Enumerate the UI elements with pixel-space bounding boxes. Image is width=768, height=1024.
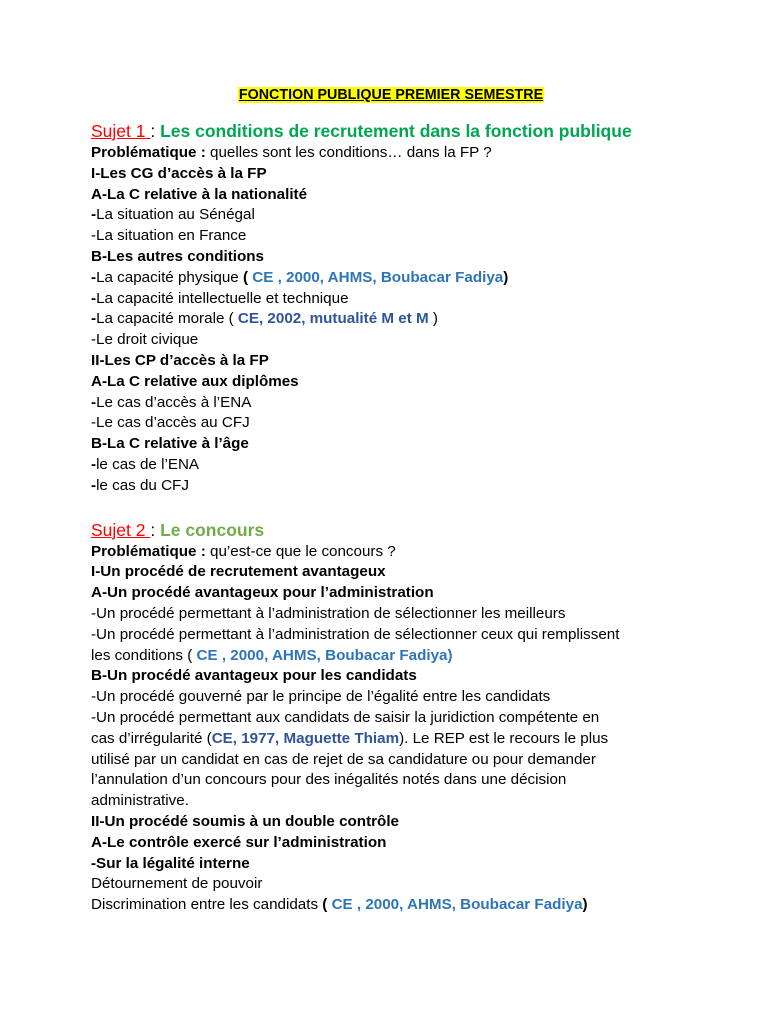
s1-part-1-heading: I-Les CG d’accès à la FP bbox=[91, 164, 267, 182]
s1-part-1a-heading: A-La C relative à la nationalité bbox=[91, 185, 308, 203]
s2-part-2-heading: II-Un procédé soumis à un double contrôle bbox=[91, 812, 399, 830]
s1-line-1: -La situation au Sénégal bbox=[91, 206, 255, 224]
citation: CE , 2000, AHMS, Boubacar Fadiya) bbox=[196, 646, 453, 664]
document-page bbox=[91, 86, 691, 916]
s2-line-4e: administrative. bbox=[91, 792, 189, 810]
document-title: FONCTION PUBLIQUE PREMIER SEMESTRE bbox=[238, 87, 544, 103]
s2-line-2b: les conditions ( CE , 2000, AHMS, Boubacar Fadiya) bbox=[91, 646, 453, 664]
subject-2-separator: : bbox=[150, 519, 161, 540]
s2-line-4a: -Un procédé permettant aux candidats de saisir la juridiction compétente en bbox=[91, 708, 600, 726]
s1-line-1-text: La situation au Sénégal bbox=[96, 206, 255, 224]
citation: CE , 2000, AHMS, Boubacar Fadiya bbox=[248, 268, 504, 286]
subject-1-title: Les conditions de recrutement dans la fonction publique bbox=[160, 121, 632, 141]
s2-line-6: Discrimination entre les candidats ( CE , 2000, AHMS, Boubacar Fadiya) bbox=[91, 896, 588, 914]
problematic-text: quelles sont les conditions… dans la FP ? bbox=[205, 144, 492, 161]
s2-line-4b: cas d’irrégularité (CE, 1977, Maguette Thiam). Le REP est le recours le plus bbox=[91, 729, 609, 747]
subject-1-heading bbox=[91, 119, 691, 143]
subject-2-problematic bbox=[91, 542, 691, 563]
s1-line-6: -Le droit civique bbox=[91, 331, 199, 349]
s1-line-3: -La capacité physique ( CE , 2000, AHMS, Boubacar Fadiya) bbox=[91, 268, 509, 286]
s1-line-2: -La situation en France bbox=[91, 227, 247, 245]
s1-part-1b-heading: B-Les autres conditions bbox=[91, 247, 264, 265]
s1-line-8: -Le cas d’accès au CFJ bbox=[91, 414, 250, 432]
s2-line-3: -Un procédé gouverné par le principe de l’égalité entre les candidats bbox=[91, 688, 551, 706]
problematic-text: qu’est-ce que le concours ? bbox=[205, 542, 396, 560]
section-spacer bbox=[91, 497, 691, 518]
s2-line-5: Détournement de pouvoir bbox=[91, 875, 263, 893]
citation: CE, 2002, mutualité M et M bbox=[237, 310, 429, 328]
s2-part-1-heading: I-Un procédé de recrutement avantageux bbox=[91, 563, 386, 581]
subject-1-problematic bbox=[91, 143, 691, 164]
s2-part-1b-heading: B-Un procédé avantageux pour les candidats bbox=[91, 667, 417, 685]
title-block bbox=[91, 86, 691, 104]
problematic-label: Problématique : bbox=[91, 542, 206, 560]
s1-part-2-heading: II-Les CP d’accès à la FP bbox=[91, 351, 269, 369]
subject-2-title: Le concours bbox=[160, 519, 265, 540]
s1-line-9-text: le cas de l’ENA bbox=[96, 455, 200, 473]
s1-line-4: -La capacité intellectuelle et technique bbox=[91, 289, 349, 307]
subject-1-separator: : bbox=[150, 121, 161, 141]
citation: CE , 2000, AHMS, Boubacar Fadiya bbox=[327, 896, 583, 914]
problematic-label: Problématique : bbox=[91, 144, 206, 161]
s2-line-4c: utilisé par un candidat en cas de rejet de sa candidature ou pour demander bbox=[91, 750, 596, 768]
s1-line-5-text: La capacité morale ( bbox=[96, 310, 238, 328]
s1-line-10-text: le cas du CFJ bbox=[96, 476, 189, 494]
s2-part-2a1-heading: -Sur la légalité interne bbox=[91, 854, 250, 872]
s2-part-1a-heading: A-Un procédé avantageux pour l’administration bbox=[91, 584, 434, 602]
s1-line-7: -Le cas d’accès à l’ENA bbox=[91, 393, 252, 411]
s1-line-4-text: La capacité intellectuelle et technique bbox=[96, 289, 349, 307]
s1-line-10: -le cas du CFJ bbox=[91, 476, 189, 494]
s1-line-5: -La capacité morale ( CE, 2002, mutualité M et M ) bbox=[91, 310, 438, 328]
s2-part-2a-heading: A-Le contrôle exercé sur l’administration bbox=[91, 833, 387, 851]
subject-1-label: Sujet 1 bbox=[91, 121, 151, 141]
s2-line-2a: -Un procédé permettant à l’administration de sélectionner ceux qui remplissent bbox=[91, 625, 620, 643]
s1-line-7-text: Le cas d’accès à l’ENA bbox=[96, 393, 252, 411]
subject-2-label: Sujet 2 bbox=[91, 519, 151, 540]
s2-line-1: -Un procédé permettant à l’administration de sélectionner les meilleurs bbox=[91, 604, 566, 622]
s1-part-2b-heading: B-La C relative à l’âge bbox=[91, 435, 249, 453]
s1-line-9: -le cas de l’ENA bbox=[91, 455, 200, 473]
subject-2-heading bbox=[91, 518, 691, 542]
s1-line-3-text: La capacité physique bbox=[96, 268, 243, 286]
citation: CE, 1977, Maguette Thiam bbox=[211, 729, 400, 747]
s1-part-2a-heading: A-La C relative aux diplômes bbox=[91, 372, 299, 390]
s2-line-4d: l’annulation d’un concours pour des inégalités notés dans une décision bbox=[91, 771, 567, 789]
